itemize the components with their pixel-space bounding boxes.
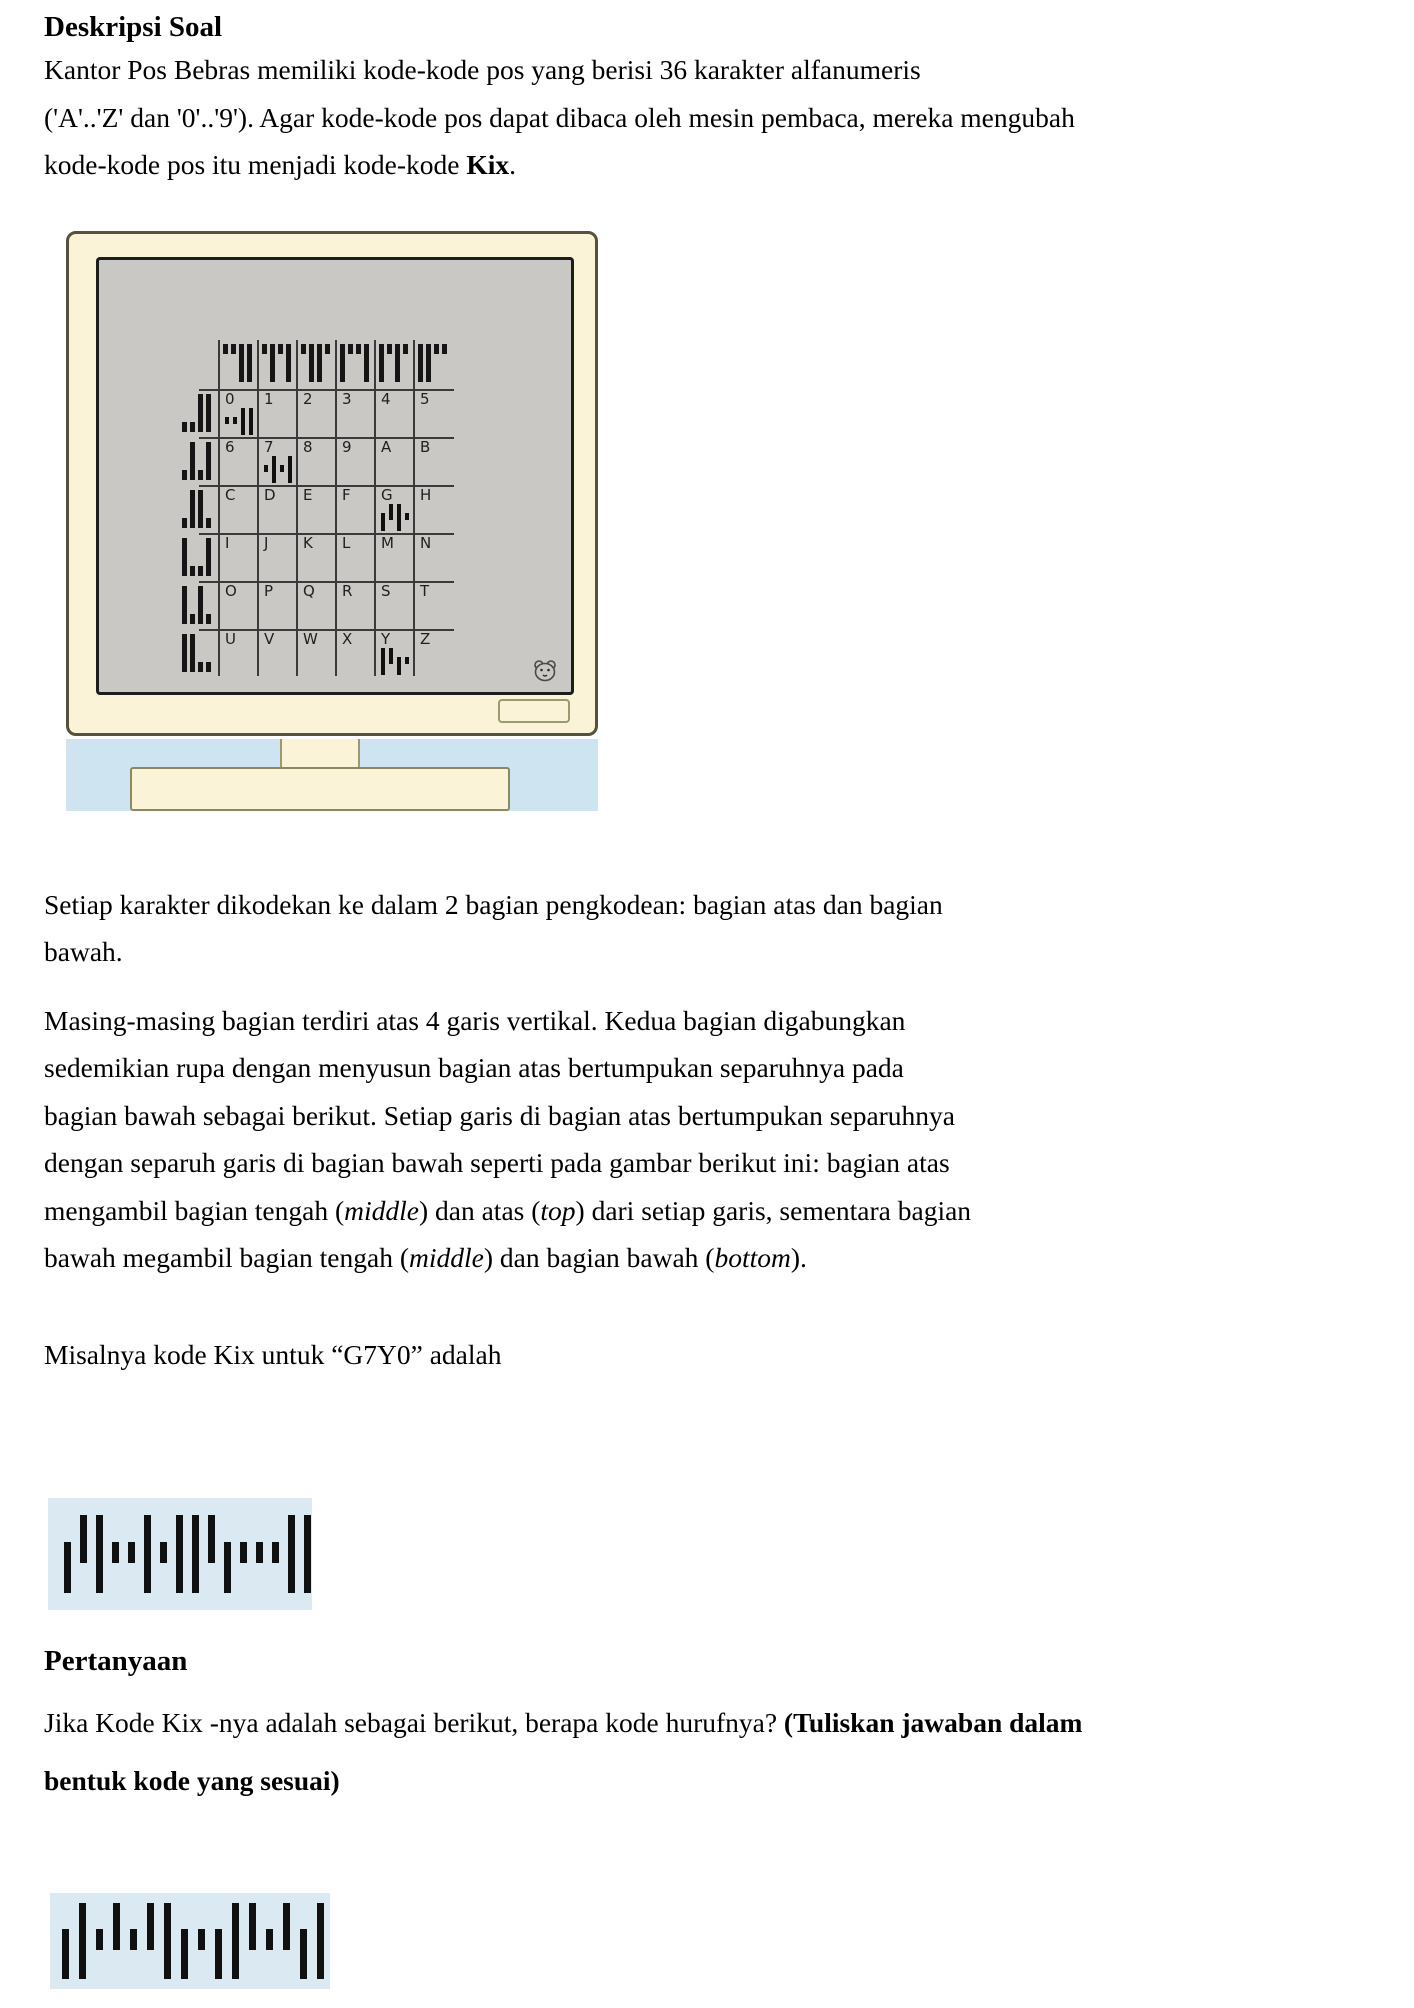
kix-bar-full xyxy=(381,648,385,675)
row-header-glyph-1 xyxy=(182,442,211,480)
kix-bar-asc xyxy=(389,504,393,531)
cell-label: 8 xyxy=(303,437,313,456)
cell-kix-code-0 xyxy=(225,408,253,435)
table-cell-I xyxy=(218,533,257,581)
kix-bar-track xyxy=(160,1515,167,1593)
cell-label: U xyxy=(225,629,236,648)
cell-label: 4 xyxy=(381,389,391,408)
table-cell-0 xyxy=(218,389,257,437)
table-cell-5 xyxy=(413,389,452,437)
table-cell-X xyxy=(335,629,374,677)
page-title: Deskripsi Soal xyxy=(44,11,223,43)
table-cell-A xyxy=(374,437,413,485)
cell-label: G xyxy=(381,485,393,504)
kix-bar-track xyxy=(272,1515,279,1593)
cell-label: X xyxy=(342,629,353,648)
cell-label: 6 xyxy=(225,437,235,456)
row-header-glyph-4 xyxy=(182,586,211,624)
kix-bar-desc xyxy=(397,648,401,675)
kix-barcode-question xyxy=(50,1893,330,1989)
table-cell-Y xyxy=(374,629,413,677)
table-cell-Z xyxy=(413,629,452,677)
table-cell-K xyxy=(296,533,335,581)
cell-label: 9 xyxy=(342,437,352,456)
table-cell-S xyxy=(374,581,413,629)
cell-label: W xyxy=(303,629,318,648)
table-cell-E xyxy=(296,485,335,533)
kix-bar-full xyxy=(397,504,401,531)
cell-label: 7 xyxy=(264,437,274,456)
body-paragraph-2 xyxy=(44,997,1414,1282)
kix-bar-full xyxy=(288,456,292,483)
monitor-stand-base xyxy=(130,767,510,811)
table-cell-N xyxy=(413,533,452,581)
kix-bar-asc xyxy=(249,1903,256,1979)
cell-label: H xyxy=(420,485,432,504)
column-header-glyph-1 xyxy=(262,344,291,382)
table-cell-9 xyxy=(335,437,374,485)
table-cell-M xyxy=(374,533,413,581)
kix-bar-full xyxy=(304,1515,311,1593)
text-line: Misalnya kode Kix untuk “G7Y0” adalah xyxy=(44,1338,502,1370)
text-line: bentuk kode yang sesuai) xyxy=(44,1765,340,1796)
cell-label: R xyxy=(342,581,353,600)
cell-label: Q xyxy=(303,581,315,600)
body-paragraph-1 xyxy=(44,881,1414,976)
kix-bar-full xyxy=(144,1515,151,1593)
cell-label: P xyxy=(264,581,274,600)
cell-label: Y xyxy=(381,629,391,648)
cell-kix-code-7 xyxy=(264,456,292,483)
cell-label: B xyxy=(420,437,431,456)
text-line: bawah. xyxy=(44,936,123,967)
row-header-glyph-2 xyxy=(182,490,211,528)
table-cell-R xyxy=(335,581,374,629)
kix-bar-asc xyxy=(389,648,393,675)
kix-bar-full xyxy=(164,1903,171,1979)
kix-bar-track xyxy=(130,1903,137,1979)
cell-label: O xyxy=(225,581,237,600)
kix-bar-track xyxy=(233,408,237,435)
cell-kix-code-G xyxy=(381,504,409,531)
text-line: dengan separuh garis di bagian bawah seperti pada gambar berikut ini: bagian atas xyxy=(44,1147,950,1178)
table-cell-L xyxy=(335,533,374,581)
kix-bar-track xyxy=(264,456,268,483)
cell-label: T xyxy=(420,581,430,600)
table-cell-B xyxy=(413,437,452,485)
kix-bar-track xyxy=(280,456,284,483)
kix-bar-full xyxy=(79,1903,86,1979)
cell-label: D xyxy=(264,485,276,504)
monitor-screen xyxy=(96,257,574,695)
kix-bar-track xyxy=(405,504,409,531)
kix-bar-full xyxy=(317,1903,324,1979)
table-cell-H xyxy=(413,485,452,533)
kix-bar-desc xyxy=(64,1515,71,1593)
kix-code-table xyxy=(99,260,571,692)
table-cell-T xyxy=(413,581,452,629)
kix-bar-track xyxy=(112,1515,119,1593)
cell-label: M xyxy=(381,533,394,552)
kix-bar-asc xyxy=(208,1515,215,1593)
column-header-glyph-4 xyxy=(379,344,408,382)
table-cell-W xyxy=(296,629,335,677)
kix-bar-track xyxy=(240,1515,247,1593)
text-line: bawah megambil bagian tengah (middle) dan bagian bawah (bottom). xyxy=(44,1242,807,1273)
cell-label: A xyxy=(381,437,392,456)
table-cell-G xyxy=(374,485,413,533)
kix-bar-asc xyxy=(147,1903,154,1979)
column-header-glyph-0 xyxy=(223,344,252,382)
kix-code-bars-question xyxy=(62,1903,324,1979)
table-cell-V xyxy=(257,629,296,677)
kix-bar-asc xyxy=(283,1903,290,1979)
table-cell-1 xyxy=(257,389,296,437)
cell-label: 3 xyxy=(342,389,352,408)
table-cell-4 xyxy=(374,389,413,437)
cell-label: L xyxy=(342,533,351,552)
table-cell-Q xyxy=(296,581,335,629)
kix-bar-track xyxy=(96,1903,103,1979)
table-cell-7 xyxy=(257,437,296,485)
text-line: mengambil bagian tengah (middle) dan atas (top) dari setiap garis, sementara bagian xyxy=(44,1194,972,1226)
kix-bar-desc xyxy=(181,1903,188,1979)
kix-code-figure xyxy=(44,231,1364,811)
cell-label: C xyxy=(225,485,236,504)
column-header-glyph-2 xyxy=(301,344,330,382)
kix-code-bars-example xyxy=(64,1515,311,1593)
cell-label: 2 xyxy=(303,389,313,408)
cell-label: 5 xyxy=(420,389,430,408)
table-cell-8 xyxy=(296,437,335,485)
kix-bar-full xyxy=(288,1515,295,1593)
cell-label: E xyxy=(303,485,313,504)
kix-bar-asc xyxy=(113,1903,120,1979)
cell-label: F xyxy=(342,485,351,504)
text-line: kode-kode pos itu menjadi kode-kode Kix. xyxy=(44,149,516,180)
question-paragraph xyxy=(44,1694,1414,1810)
kix-bar-track xyxy=(405,648,409,675)
row-header-glyph-5 xyxy=(182,634,211,672)
table-cell-F xyxy=(335,485,374,533)
table-cell-2 xyxy=(296,389,335,437)
table-cell-O xyxy=(218,581,257,629)
kix-bar-full xyxy=(232,1903,239,1979)
kix-bar-track xyxy=(256,1515,263,1593)
text-line: bagian bawah sebagai berikut. Setiap garis di bagian atas bertumpukan separuhnya xyxy=(44,1099,956,1131)
kix-bar-track xyxy=(198,1903,205,1979)
kix-barcode-example-g7y0 xyxy=(48,1498,312,1610)
table-cell-U xyxy=(218,629,257,677)
kix-bar-desc xyxy=(381,504,385,531)
cell-label: N xyxy=(420,533,432,552)
monitor-illustration xyxy=(66,231,598,736)
table-cell-3 xyxy=(335,389,374,437)
cell-label: I xyxy=(225,533,230,552)
row-header-glyph-3 xyxy=(182,538,211,576)
cell-label: 0 xyxy=(225,389,235,408)
cell-label: Z xyxy=(420,629,431,648)
text-line: ('A'..'Z' dan '0'..'9'). Agar kode-kode pos dapat dibaca oleh mesin pembaca, mereka mengubah xyxy=(44,101,1075,133)
text-line: Setiap karakter dikodekan ke dalam 2 bagian pengkodean: bagian atas dan bagian xyxy=(44,888,943,920)
table-cell-C xyxy=(218,485,257,533)
column-header-glyph-3 xyxy=(340,344,369,382)
cell-label: K xyxy=(303,533,313,552)
kix-bar-full xyxy=(241,408,245,435)
kix-bar-track xyxy=(266,1903,273,1979)
cell-label: V xyxy=(264,629,275,648)
cell-label: S xyxy=(381,581,391,600)
kix-bar-track xyxy=(128,1515,135,1593)
cell-label: J xyxy=(264,533,269,552)
cell-label: 1 xyxy=(264,389,274,408)
kix-bar-full xyxy=(192,1515,199,1593)
intro-paragraph xyxy=(44,46,1414,189)
column-header-glyph-5 xyxy=(418,344,447,382)
table-cell-6 xyxy=(218,437,257,485)
kix-bar-desc xyxy=(300,1903,307,1979)
kix-bar-full xyxy=(272,456,276,483)
kix-bar-desc xyxy=(215,1903,222,1979)
kix-bar-track xyxy=(225,408,229,435)
kix-bar-full xyxy=(176,1515,183,1593)
monitor-power-button xyxy=(498,699,570,723)
cell-kix-code-Y xyxy=(381,648,409,675)
monitor-stand-neck xyxy=(280,739,360,770)
text-line: Kantor Pos Bebras memiliki kode-kode pos yang berisi 36 karakter alfanumeris xyxy=(44,54,921,85)
text-line: Jika Kode Kix -nya adalah sebagai berikut, berapa kode hurufnya? (Tuliskan jawaban dalam xyxy=(44,1707,1083,1738)
text-line: Masing-masing bagian terdiri atas 4 garis vertikal. Kedua bagian digabungkan xyxy=(44,1004,906,1036)
beaver-icon xyxy=(532,659,558,683)
table-cell-D xyxy=(257,485,296,533)
table-cell-P xyxy=(257,581,296,629)
table-cell-J xyxy=(257,533,296,581)
kix-bar-desc xyxy=(62,1903,69,1979)
example-caption xyxy=(44,1331,1414,1379)
text-line: sedemikian rupa dengan menyusun bagian atas bertumpukan separuhnya pada xyxy=(44,1052,904,1083)
row-header-glyph-0 xyxy=(182,394,211,432)
question-heading: Pertanyaan xyxy=(44,1645,188,1677)
kix-bar-full xyxy=(249,408,253,435)
kix-bar-asc xyxy=(80,1515,87,1593)
kix-bar-full xyxy=(96,1515,103,1593)
kix-bar-desc xyxy=(224,1515,231,1593)
